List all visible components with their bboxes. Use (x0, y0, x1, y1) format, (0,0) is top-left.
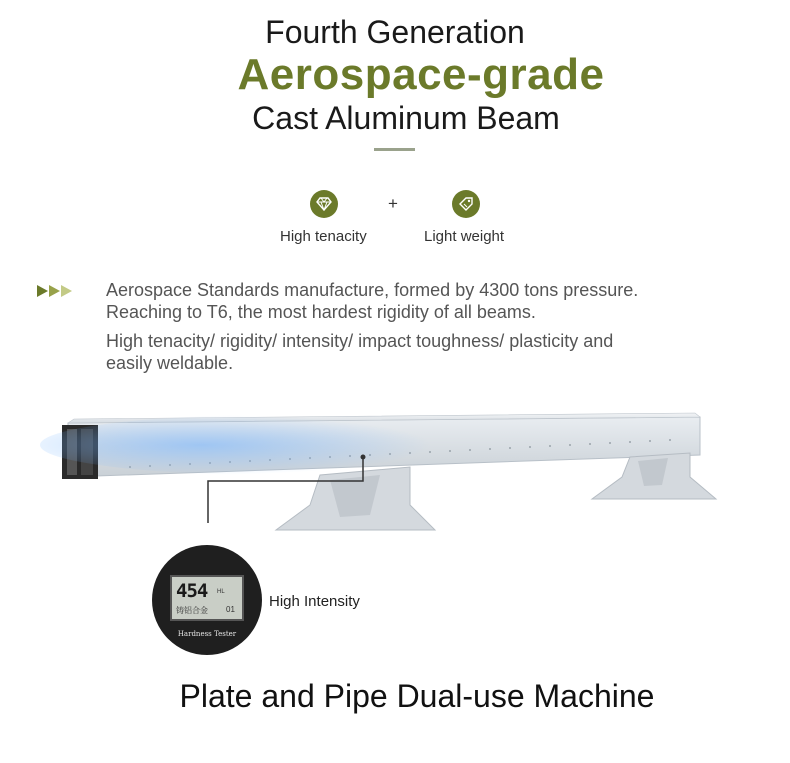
title-line-2: Aerospace-grade (237, 50, 605, 99)
title-line-1: Fourth Generation (265, 14, 525, 50)
callout-label: High Intensity (269, 593, 360, 610)
gauge-unit: HL (217, 589, 225, 595)
title-divider (374, 148, 415, 151)
feature-label-weight: Light weight (424, 228, 505, 245)
tag-icon (452, 190, 480, 218)
gauge-caption: Hardness Tester (177, 630, 237, 638)
gauge-screen (170, 575, 244, 621)
gauge-value: 454 (176, 580, 208, 602)
title-line-3: Cast Aluminum Beam (252, 100, 560, 136)
description-line-3: High tenacity/ rigidity/ intensity/ impact toughness/ plasticity and (106, 331, 614, 351)
gauge-sub-text: 铸铝合金 (176, 606, 208, 615)
footer-title: Plate and Pipe Dual-use Machine (179, 678, 655, 714)
diamond-icon (310, 190, 338, 218)
gauge-sub-value: 01 (226, 605, 235, 614)
feature-label-tenacity: High tenacity (280, 228, 367, 245)
bullet-arrows-icon (37, 285, 72, 297)
hardness-tester-gauge (152, 545, 262, 655)
description-line-4: easily weldable. (106, 353, 234, 373)
plus-separator: + (388, 194, 398, 213)
description-line-2: Reaching to T6, the most hardest rigidity of all beams. (106, 302, 536, 322)
description-line-1: Aerospace Standards manufacture, formed by 4300 tons pressure. (106, 280, 639, 300)
aluminum-beam-illustration (40, 395, 730, 545)
